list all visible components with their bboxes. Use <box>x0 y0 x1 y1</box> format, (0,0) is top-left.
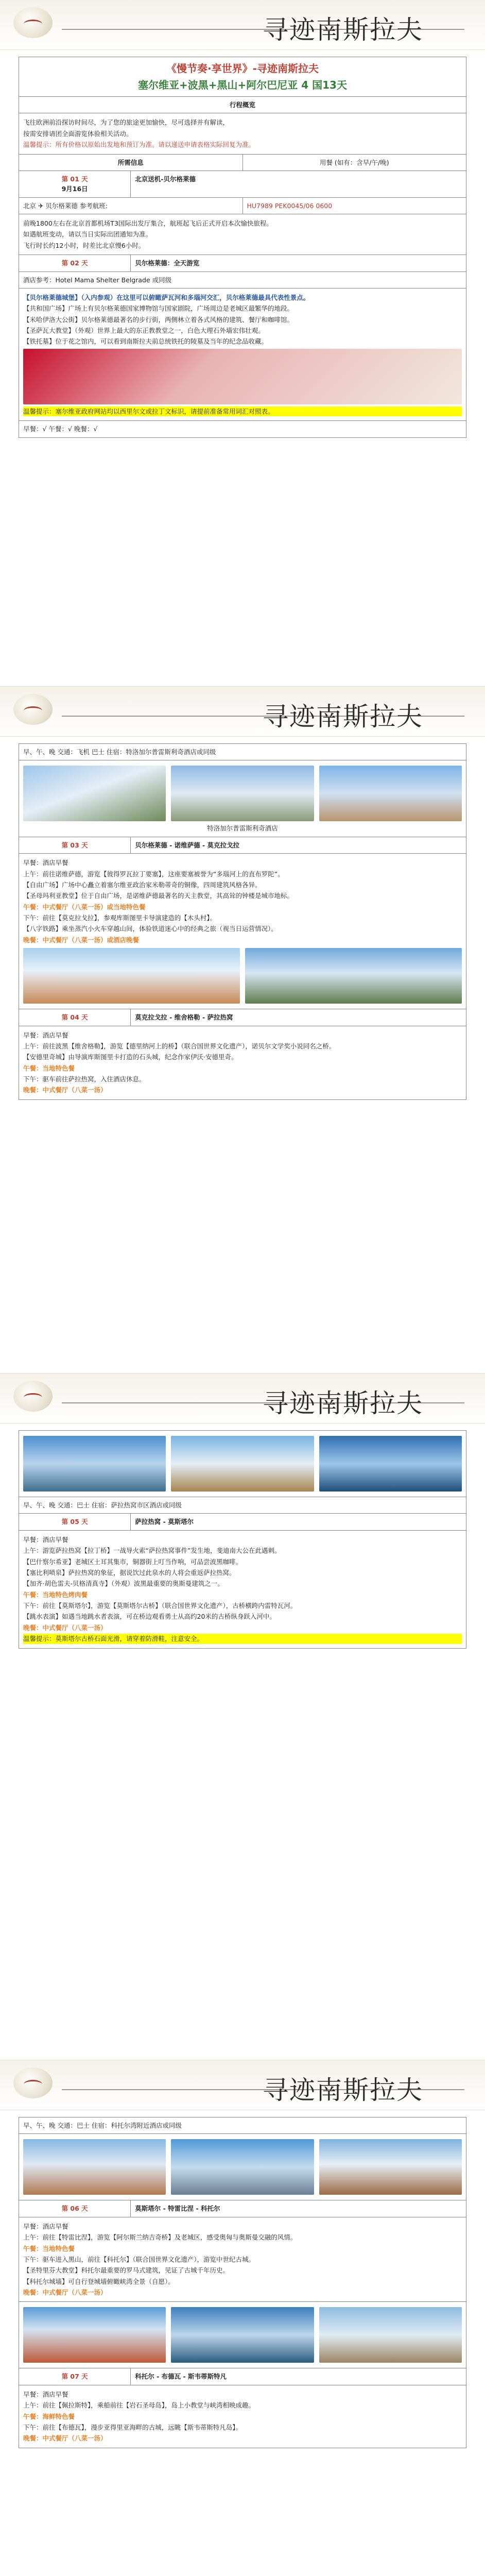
attraction: 【铁托墓】位于花之馆内，可以看到南斯拉夫前总统铁托的陵墓及当年的纪念品收藏。 <box>23 337 268 346</box>
itinerary-table <box>19 743 466 1100</box>
photo <box>23 2139 166 2195</box>
photo <box>319 2139 462 2195</box>
day-note: 如遇航班变动，请以当日实际出团通知为准。 <box>23 230 152 239</box>
day-label: 第 05 天 <box>61 1518 88 1526</box>
page-4 <box>0 2060 485 2576</box>
day-label: 第 04 天 <box>61 1013 88 1022</box>
intro-line: 飞往欧洲前沿探访时间尽，为了您的旅途更加愉快，尽可选择并有解读， <box>23 118 230 127</box>
intro-line: 温馨提示：所有价格以原始出发地和预订为准。请以递送申请表格实际回复为准。 <box>23 141 255 149</box>
day-note: 飞行时长约12小时，时差比北京慢6小时。 <box>23 241 145 249</box>
row-hotel: 早、午、晚 交通：飞机 巴士 住宿：特洛加尔普雷斯利奇酒店或同级 <box>19 744 466 760</box>
tip-text: 温馨提示：塞尔维亚政府网站均以西里尔文或拉丁文标识，请提前准备常用词汇对照表。 <box>23 406 462 416</box>
page-1 <box>0 0 485 687</box>
brand-logo <box>13 7 53 38</box>
day-line: 【安德里奇城】由导演库斯图里卡打造的石头城，纪念作家伊沃·安德里奇。 <box>23 1053 238 1061</box>
day-line: 上午：前往【特雷比涅】，游览【阿尔斯兰纳吉奇桥】及老城区，感受奥匈与奥斯曼交融的风情。 <box>23 2233 297 2242</box>
page-header <box>0 1374 485 1423</box>
day-line: 早餐：酒店早餐 <box>23 1535 68 1544</box>
itinerary-table <box>19 2117 466 2448</box>
brand-title: 寻迹南斯拉夫 <box>263 1388 423 1418</box>
photo <box>23 766 166 821</box>
page-3 <box>0 1374 485 2060</box>
day-route: 莫斯塔尔 - 特雷比涅 - 科托尔 <box>131 2200 466 2217</box>
day-label: 第 01 天 <box>61 175 88 183</box>
page-header <box>0 2060 485 2110</box>
day-line: 上午：游览萨拉热窝【拉丁桥】一战导火索“萨拉热窝事件”发生地，斐迪南大公在此遇刺。 <box>23 1547 281 1555</box>
day-route: 贝尔格莱德 - 诺维萨德 - 莫克拉戈拉 <box>131 837 466 853</box>
brand-title: 寻迹南斯拉夫 <box>263 702 423 732</box>
day-line: 午餐：当地特色烤肉餐 <box>23 1590 88 1599</box>
itinerary-table <box>19 57 466 438</box>
photo-caption: 特洛加尔普雷斯利奇酒店 <box>207 824 278 833</box>
trip-title: 《慢节奏·享世界》-寻迹南斯拉夫 <box>166 62 319 75</box>
notice: 温馨提示：莫斯塔尔古桥石面光滑，请穿着防滑鞋，注意安全。 <box>23 1634 462 1643</box>
attraction: 【圣萨瓦大教堂】（外观）世界上最大的东正教教堂之一，白色大理石外墙宏伟壮观。 <box>23 327 265 334</box>
intro-line: 按需安排请团全面游览体验相关活动。 <box>23 129 133 138</box>
day-hotel: 酒店参考：Hotel Mama Shelter Belgrade 或同级 <box>19 272 466 288</box>
day-line: 上午：前往【佩拉斯特】，乘船前往【岩石圣母岛】，岛上小教堂与峡湾相映成趣。 <box>23 2401 255 2410</box>
day-line: 午餐：当地特色餐 <box>23 2244 75 2252</box>
day-line: 【八字铁路】乘坐蒸汽小火车穿越山间，体验铁道迷心中的经典之旅（视当日运营情况）。 <box>23 925 278 933</box>
day-route: 莫克拉戈拉 - 维舍格勒 - 萨拉热窝 <box>131 1009 466 1026</box>
brand-logo <box>13 1381 53 1412</box>
page-header <box>0 0 485 50</box>
photo-belgrade <box>23 349 462 404</box>
day-line: 【加齐·胡色雷夫-贝格清真寺】（外观）波黑最重要的奥斯曼建筑之一。 <box>23 1580 224 1588</box>
day-line: 下午：前往【布德瓦】，漫步亚得里亚海畔的古城，远眺【斯韦蒂斯特凡岛】。 <box>23 2423 242 2431</box>
day-route: 贝尔格莱德：全天游览 <box>131 255 466 272</box>
day-route: 北京送机-贝尔格莱德 <box>131 171 466 197</box>
day-line: 上午：前往波黑【维舍格勒】，游览【德里纳河上的桥】（联合国世界文化遗产），诺贝尔文学奖小说同名之桥。 <box>23 1042 336 1050</box>
day-line: 下午：驱车进入黑山，前往【科托尔】（联合国世界文化遗产），游览中世纪古城。 <box>23 2255 255 2263</box>
day-label: 第 02 天 <box>61 259 88 267</box>
day-line: 早餐：酒店早餐 <box>23 859 68 867</box>
day-route: 科托尔 - 布德瓦 - 斯韦蒂斯特凡 <box>131 2368 466 2385</box>
photo <box>171 1436 314 1492</box>
day-date: 9月16日 <box>61 185 88 193</box>
day-line: 下午：前往【莫斯塔尔】，游览【莫斯塔尔古桥】（联合国世界文化遗产），古桥横跨内雷特瓦河。 <box>23 1602 297 1609</box>
photo <box>23 1436 166 1492</box>
day-line: 午餐：中式餐厅（八菜一汤）或当地特色餐 <box>23 903 146 911</box>
photo <box>23 948 240 1004</box>
day-line: 晚餐：中式餐厅（八菜一汤） <box>23 2434 107 2443</box>
itinerary-table <box>19 1430 466 1649</box>
photo <box>245 948 462 1004</box>
day-line: 上午：前往诺维萨德，游览【彼得罗瓦拉丁要塞】，这座要塞被誉为“多瑙河上的直布罗陀”。 <box>23 870 284 878</box>
day-line: 晚餐：中式餐厅（八菜一汤） <box>23 2289 107 2296</box>
flight-route: 北京 ✈ 贝尔格莱德 参考航班: <box>19 197 243 214</box>
section-overview: 行程概览 <box>19 97 466 113</box>
day-label: 第 03 天 <box>61 841 88 849</box>
photo <box>23 2307 166 2363</box>
day-line: 晚餐：中式餐厅（八菜一汤）或酒店晚餐 <box>23 936 140 944</box>
row-hotel: 早、午、晚 交通：巴士 住宿：萨拉热窝市区酒店或同级 <box>19 1497 466 1514</box>
attraction: 【贝尔格莱德城堡】（入内参观）在这里可以俯瞰萨瓦河和多瑙河交汇，贝尔格莱德最具代表性景点。 <box>23 293 310 301</box>
day-label: 第 07 天 <box>61 2372 88 2381</box>
day-line: 晚餐：中式餐厅（八菜一汤） <box>23 1623 107 1632</box>
day-label: 第 06 天 <box>61 2205 88 2213</box>
meal-row: 早餐：√ 午餐：√ 晚餐：√ <box>19 421 466 437</box>
day-line: 【跳水表演】如遇当地跳水者表演，可在桥边观看勇士从高约20米的古桥纵身跃入河中。 <box>23 1613 276 1621</box>
photo <box>171 2139 314 2195</box>
photo <box>319 766 462 821</box>
day-line: 【圣母玛利亚教堂】位于自由广场，是诺维萨德最著名的天主教堂，其高耸的钟楼是城市地标。 <box>23 892 294 900</box>
photo <box>171 2307 314 2363</box>
brand-title: 寻迹南斯拉夫 <box>263 15 423 45</box>
day-line: 早餐：酒店早餐 <box>23 2222 68 2230</box>
day-note: 前晚1800左右在北京首都机场T3国际出发厅集合，航班起飞后正式开启本次愉快旅程。 <box>23 219 273 227</box>
page-2 <box>0 687 485 1374</box>
day-line: 【自由广场】广场中心矗立着塞尔维亚政治家米勒蒂奇的铜像，四周建筑风格各异。 <box>23 880 262 889</box>
trip-subtitle: 塞尔维亚+波黑+黑山+阿尔巴尼亚 4 国13天 <box>138 79 347 91</box>
head-hotel: 所需信息 <box>19 154 243 171</box>
day-line: 下午：前往【莫克拉戈拉】，参观库斯图里卡导演建造的【木头村】。 <box>23 914 217 922</box>
row-hotel: 早、午、晚 交通：巴士 住宿：科托尔湾附近酒店或同级 <box>19 2117 466 2134</box>
day-line: 早餐：酒店早餐 <box>23 2390 68 2398</box>
photo <box>319 2307 462 2363</box>
day-line: 【圣特里芬大教堂】科托尔最重要的罗马式建筑，见证了古城千年历史。 <box>23 2266 230 2275</box>
day-line: 【科托尔城墙】可自行登城墙俯瞰峡湾全景（自愿）。 <box>23 2277 175 2285</box>
photo <box>319 1436 462 1492</box>
attraction: 【共和国广场】广场上有贝尔格莱德国家博物馆与国家剧院，广场周边是老城区最繁华的地段。 <box>23 304 294 313</box>
day-line: 午餐：海鲜特色餐 <box>23 2412 75 2420</box>
day-line: 早餐：酒店早餐 <box>23 1031 68 1039</box>
brand-logo <box>13 694 53 725</box>
day-line: 下午：驱车前往萨拉热窝，入住酒店休息。 <box>23 1075 146 1083</box>
day-route: 萨拉热窝 - 莫斯塔尔 <box>131 1514 466 1530</box>
photo <box>171 766 314 821</box>
page-header <box>0 687 485 737</box>
day-line: 【塞比利喷泉】萨拉热窝的象征，据说饮过此泉水的人将会重返萨拉热窝。 <box>23 1568 236 1577</box>
day-line: 晚餐：中式餐厅（八菜一汤） <box>23 1086 107 1094</box>
flight-number: HU7989 PEK0045/06 0600 <box>242 197 466 214</box>
day-line: 午餐：当地特色餐 <box>23 1064 75 1072</box>
day-line: 【巴什察尔希亚】老城区土耳其集市，铜器街上叮当作响，可品尝波黑咖啡。 <box>23 1557 242 1566</box>
attraction: 【米哈伊洛大公街】贝尔格莱德最著名的步行街，两侧林立着各式风格的建筑、餐厅和咖啡馆。 <box>23 315 294 324</box>
brand-logo <box>13 2067 53 2098</box>
head-meal: 用餐 (如有：含早/午/晚) <box>242 154 466 171</box>
brand-title: 寻迹南斯拉夫 <box>263 2075 423 2105</box>
